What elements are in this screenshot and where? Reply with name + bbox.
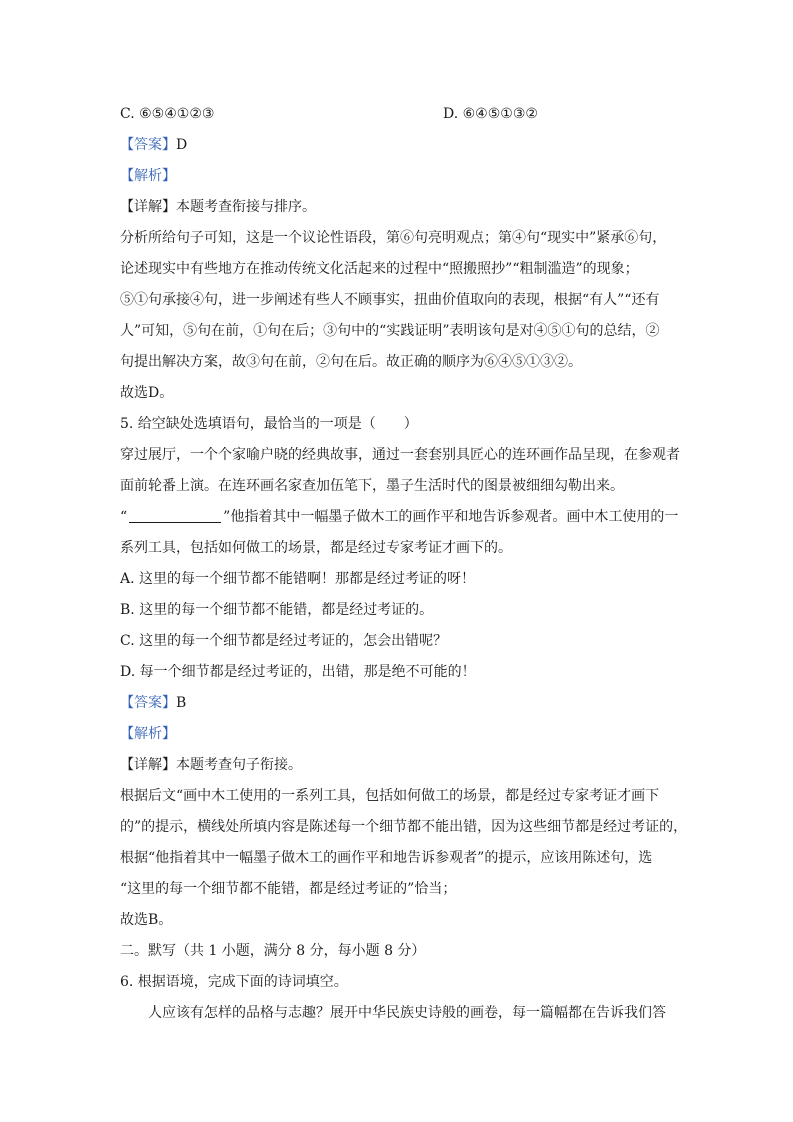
q5-explain-line: “这里的每一个细节都不能错，都是经过考证的”恰当； <box>120 881 457 897</box>
q4-detail <box>120 197 316 217</box>
detail-text: 本题考查衔接与排序。 <box>176 199 316 215</box>
answer-tag: 【答案】 <box>120 137 176 153</box>
q5-detail <box>120 755 302 775</box>
q5-option-c: C. 这里的每一个细节都是经过考证的，怎会出错呢？ <box>120 633 448 649</box>
detail-tag: 【详解】 <box>120 199 176 215</box>
q4-conclusion: 故选D。 <box>120 385 174 401</box>
q4-explain-line: ⑤①句承接④句，进一步阐述有些人不顾事实，扭曲价值取向的表现，根据“有人”“还有 <box>120 292 660 308</box>
fill-blank <box>129 508 221 523</box>
q5-option-a: A. 这里的每一个细节都不能错啊！那都是经过考证的呀！ <box>120 571 476 587</box>
q4-option-c: C. ⑥⑤④①②③ <box>120 106 215 122</box>
q5-passage-line: 系列工具，包括如何做工的场景，都是经过专家考证才画下的。 <box>120 540 512 556</box>
q4-explain-line: 人”可知，⑤句在前，①句在后；③句中的“实践证明”表明该句是对④⑤①句的总结，② <box>120 323 660 339</box>
section-heading: 二。默写（共 1 小题，满分 8 分，每小题 8 分） <box>120 943 426 959</box>
q4-answer <box>120 135 187 155</box>
q5-passage-line: 穿过展厅，一个个家喻户晓的经典故事，通过一套套别具匠心的连环画作品呈现，在参观者 <box>120 447 680 463</box>
answer-tag: 【答案】 <box>120 695 176 711</box>
q4-explain-line: 论述现实中有些地方在推动传统文化活起来的过程中“照搬照抄”“粗制滥造”的现象； <box>120 261 639 277</box>
q4-explain-line: 分析所给句子可知，这是一个议论性语段，第⑥句亮明观点；第④句“现实中”紧承⑥句， <box>120 230 667 246</box>
quote-rest: ”他指着其中一幅墨子做木工的画作平和地告诉参观者。画中木工使用的一 <box>223 509 679 525</box>
q6-passage-line: 人应该有怎样的品格与志趣？展开中华民族史诗般的画卷，每一篇幅都在告诉我们答 <box>148 1005 666 1021</box>
q5-passage-line: 面前轮番上演。在连环画名家查加伍笔下，墨子生活时代的图景被细细勾勒出来。 <box>120 478 624 494</box>
quote-open: “ <box>120 509 128 525</box>
q5-option-d: D. 每一个细节都是经过考证的，出错，那是绝不可能的！ <box>120 664 476 680</box>
detail-tag: 【详解】 <box>120 757 176 773</box>
q5-explain-line: 的”的提示，横线处所填内容是陈述每一个细节都不能出错，因为这些细节都是经过考证的， <box>120 819 688 835</box>
q5-answer <box>120 693 186 713</box>
answer-value: B <box>176 695 187 711</box>
q4-explain-line: 句提出解决方案，故③句在前，②句在后。故正确的顺序为⑥④⑤①③②。 <box>120 354 582 370</box>
q5-explain-line: 根据“他指着其中一幅墨子做木工的画作平和地告诉参观者”的提示，应该用陈述句，选 <box>120 850 653 866</box>
q5-option-b: B. 这里的每一个细节都不能错，都是经过考证的。 <box>120 602 434 618</box>
detail-text: 本题考查句子衔接。 <box>176 757 302 773</box>
q4-option-d: D. ⑥④⑤①③② <box>443 106 538 122</box>
answer-value: D <box>176 137 188 153</box>
q4-analysis-tag: 【解析】 <box>120 168 176 184</box>
q5-analysis-tag: 【解析】 <box>120 726 176 742</box>
q5-conclusion: 故选B。 <box>120 912 173 928</box>
q5-explain-line: 根据后文“画中木工使用的一系列工具，包括如何做工的场景，都是经过专家考证才画下 <box>120 788 660 804</box>
q5-stem: 5. 给空缺处选填语句，最恰当的一项是（ ） <box>120 416 418 432</box>
q6-stem: 6. 根据语境，完成下面的诗词填空。 <box>120 974 348 990</box>
q5-passage-quote-line <box>120 507 678 527</box>
